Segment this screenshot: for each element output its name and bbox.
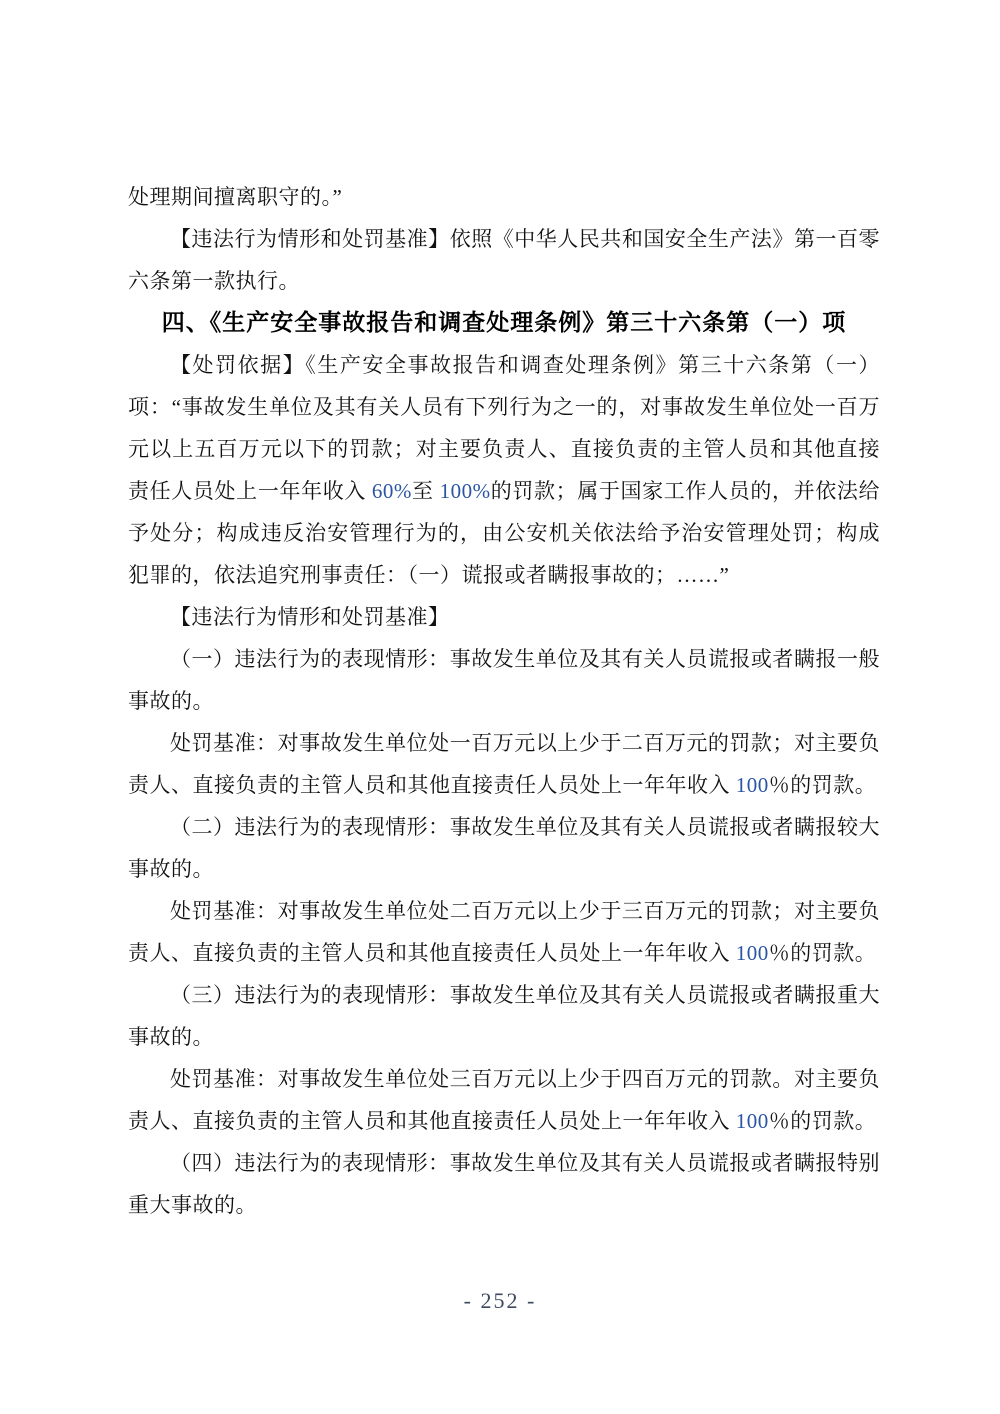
- paragraph-penalty-standard-3: [128, 1058, 880, 1142]
- percent-value-100: 100: [735, 941, 769, 965]
- paragraph-violation-item-3: （三）违法行为的表现情形：事故发生单位及其有关人员谎报或者瞒报重大事故的。: [128, 983, 880, 1049]
- paragraph-penalty-basis-ref: 【违法行为情形和处罚基准】依照《中华人民共和国安全生产法》第一百零六条第一款执行。: [128, 227, 880, 293]
- paragraph-penalty-standard-2: [128, 890, 880, 974]
- paragraph-basis-label: 【违法行为情形和处罚基准】: [170, 605, 450, 629]
- penalty-text-1: 处罚基准：对事故发生单位处三百万元以上少于四百万元的罚款。对主要负责人、直接负责的主管人员和其他直接责任人员处上一年年收入: [128, 1067, 880, 1133]
- penalty-text-2: ％的罚款。: [768, 1109, 877, 1133]
- document-body: [128, 176, 880, 1226]
- penalty-text-2: ％的罚款。: [768, 941, 877, 965]
- paragraph-violation-item-1: （一）违法行为的表现情形：事故发生单位及其有关人员谎报或者瞒报一般事故的。: [128, 647, 880, 713]
- paragraph-continuation: 处理期间擅离职守的。”: [128, 185, 343, 209]
- paragraph-violation-item-4: （四）违法行为的表现情形：事故发生单位及其有关人员谎报或者瞒报特别重大事故的。: [128, 1151, 880, 1217]
- quote-text-1: 【处罚依据】《生产安全事故报告和调查处理条例》第三十六条第（一）项：“事故发生单位及其有关人员有下列行为之一的，对事故发生单位处一百万元以上五百万元以下的罚款；对主要负责人、直接负责的主管人员和其他直接责任人员处上一年年收入: [128, 353, 880, 503]
- quote-text-2: 至: [411, 479, 440, 503]
- quote-text-3: 的罚款；属于国家工作人员的，并依法给予处分；构成违反治安管理行为的，由公安机关依法给予治安管理处罚；构成犯罪的，依法追究刑事责任：（一）谎报或者瞒报事故的；……”: [128, 479, 881, 587]
- percent-value-60: 60%: [371, 479, 412, 503]
- penalty-text-1: 处罚基准：对事故发生单位处二百万元以上少于三百万元的罚款；对主要负责人、直接负责的主管人员和其他直接责任人员处上一年年收入: [128, 899, 880, 965]
- paragraph-violation-item-2: （二）违法行为的表现情形：事故发生单位及其有关人员谎报或者瞒报较大事故的。: [128, 815, 880, 881]
- percent-value-100: 100: [735, 773, 769, 797]
- percent-value-100: 100: [735, 1109, 769, 1133]
- page-number: - 252 -: [463, 1288, 537, 1313]
- section-heading: 四、《生产安全事故报告和调查处理条例》第三十六条第（一）项: [161, 310, 847, 335]
- percent-value-100: 100%: [439, 479, 491, 503]
- penalty-text-2: ％的罚款。: [768, 773, 877, 797]
- penalty-text-1: 处罚基准：对事故发生单位处一百万元以上少于二百万元的罚款；对主要负责人、直接负责的主管人员和其他直接责任人员处上一年年收入: [128, 731, 880, 797]
- paragraph-punishment-basis-quote: [128, 344, 880, 596]
- paragraph-penalty-standard-1: [128, 722, 880, 806]
